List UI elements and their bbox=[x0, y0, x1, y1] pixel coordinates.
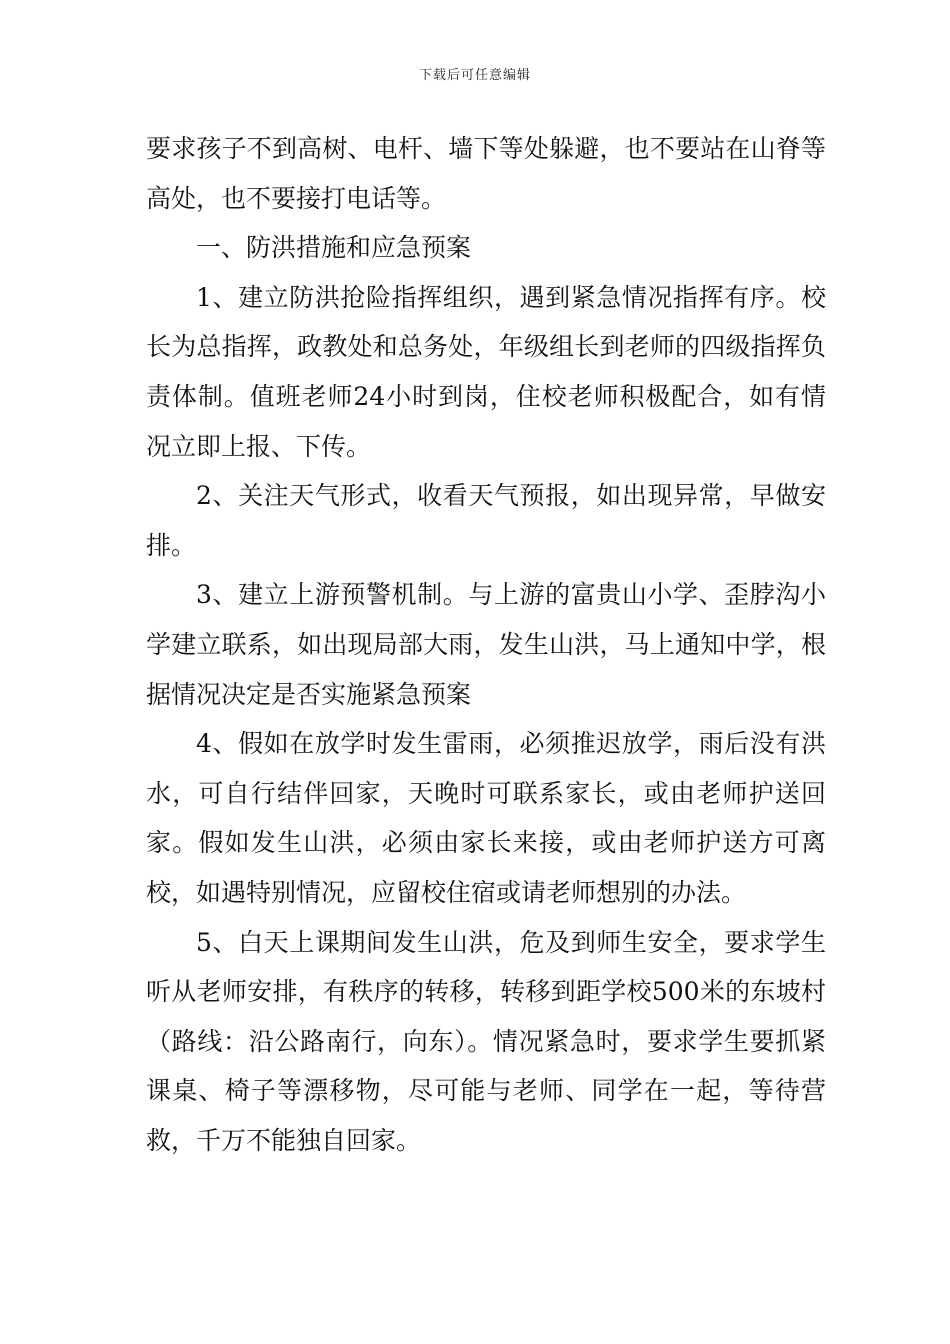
paragraph-item-2: 2、关注天气形式，收看天气预报，如出现异常，早做安排。 bbox=[146, 481, 826, 560]
section-heading-flood-measures: 一、防洪措施和应急预案 bbox=[196, 233, 472, 263]
document-body bbox=[146, 124, 826, 1165]
paragraph-item-4: 4、假如在放学时发生雷雨，必须推迟放学，雨后没有洪水，可自行结伴回家，天晚时可联系家长，或由老师护送回家。假如发生山洪，必须由家长来接，或由老师护送方可离校，如遇特别情况，应留校住宿或请老师想别的办法。 bbox=[146, 729, 826, 907]
paragraph-item-5: 5、白天上课期间发生山洪，危及到师生安全，要求学生听从老师安排，有秩序的转移，转移到距学校500米的东坡村（路线：沿公路南行，向东）。情况紧急时，要求学生要抓紧课桌、椅子等漂移物，尽可能与老师、同学在一起，等待营救，千万不能独自回家。 bbox=[146, 927, 826, 1155]
page-header: 下载后可任意编辑 bbox=[418, 68, 531, 83]
paragraph-item-3: 3、建立上游预警机制。与上游的富贵山小学、歪脖沟小学建立联系，如出现局部大雨，发生山洪，马上通知中学，根据情况决定是否实施紧急预案 bbox=[146, 580, 826, 709]
paragraph-intro: 要求孩子不到高树、电杆、墙下等处躲避，也不要站在山脊等高处，也不要接打电话等。 bbox=[146, 134, 826, 213]
paragraph-item-1: 1、建立防洪抢险指挥组织，遇到紧急情况指挥有序。校长为总指挥，政教处和总务处，年级组长到老师的四级指挥负责体制。值班老师24小时到岗，住校老师积极配合，如有情况立即上报、下传。 bbox=[146, 282, 826, 461]
